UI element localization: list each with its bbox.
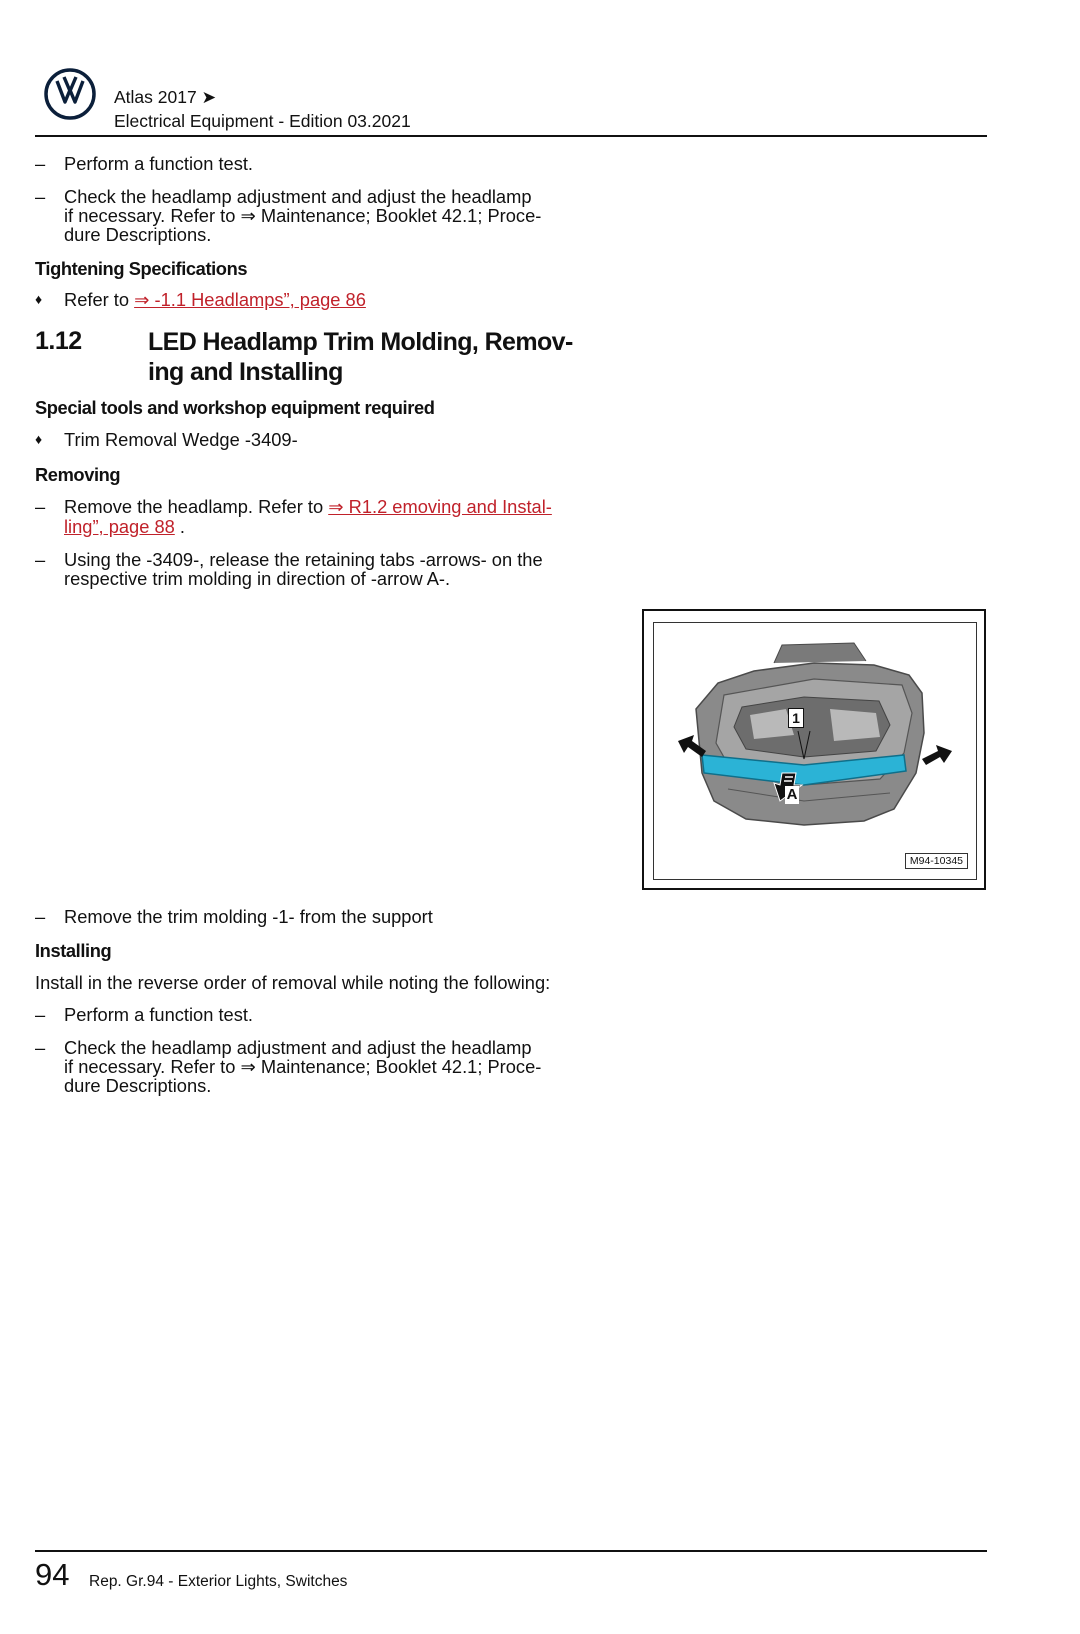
removing-step1-prefix: Remove the headlamp. Refer to bbox=[64, 496, 329, 517]
removing-step1 bbox=[64, 497, 604, 536]
installing-step2-line3: dure Descriptions. bbox=[64, 1075, 212, 1096]
tools-heading: Special tools and workshop equipment required bbox=[35, 397, 435, 418]
installing-step2-line2: if necessary. Refer to ⇒ Maintenance; Booklet 42.1; Proce- bbox=[64, 1056, 542, 1077]
link-headlamps[interactable]: ⇒ -1.1 Headlamps”, page 86 bbox=[134, 289, 366, 310]
dash-marker: – bbox=[35, 153, 46, 174]
tightening-heading: Tightening Specifications bbox=[35, 258, 248, 279]
removing-step3: Remove the trim molding -1- from the support bbox=[64, 906, 433, 927]
installing-heading: Installing bbox=[35, 940, 112, 961]
dash-marker: – bbox=[35, 1037, 46, 1058]
removing-step1-suffix: . bbox=[174, 515, 185, 537]
step-adjust-line3: dure Descriptions. bbox=[64, 224, 212, 245]
figure-code: M94-10345 bbox=[905, 853, 968, 869]
step-function-test: Perform a function test. bbox=[64, 153, 253, 174]
removing-step2-line2: respective trim molding in direction of -arrow A-. bbox=[64, 568, 451, 589]
dash-marker: – bbox=[35, 549, 46, 570]
callout-1: 1 bbox=[788, 708, 804, 728]
dash-marker: – bbox=[35, 906, 46, 927]
step-adjust-line1: Check the headlamp adjustment and adjust the headlamp bbox=[64, 186, 532, 207]
callout-a: A bbox=[786, 786, 798, 803]
figure-frame bbox=[642, 609, 986, 890]
section-number: 1.12 bbox=[35, 327, 82, 355]
installing-step2-line1: Check the headlamp adjustment and adjust the headlamp bbox=[64, 1037, 532, 1058]
vw-logo bbox=[44, 68, 96, 120]
header-divider bbox=[35, 135, 987, 137]
tightening-prefix: Refer to bbox=[64, 289, 135, 310]
footer-divider bbox=[35, 1550, 987, 1552]
removing-step2-line1: Using the -3409-, release the retaining tabs -arrows- on the bbox=[64, 549, 543, 570]
installing-intro: Install in the reverse order of removal while noting the following: bbox=[35, 972, 551, 993]
header-model: Atlas 2017 ➤ bbox=[114, 87, 217, 107]
right-arrow-icon bbox=[922, 745, 952, 765]
link-removing-installing-cont[interactable]: ling”, page 88 bbox=[64, 515, 175, 537]
page-number: 94 bbox=[35, 1557, 70, 1592]
link-removing-installing[interactable]: ⇒ R1.2 emoving and Instal- bbox=[328, 496, 552, 517]
header-edition: Electrical Equipment - Edition 03.2021 bbox=[114, 111, 411, 131]
dash-marker: – bbox=[35, 496, 46, 517]
section-title bbox=[148, 327, 618, 387]
step-adjust-line2: if necessary. Refer to ⇒ Maintenance; Booklet 42.1; Proce- bbox=[64, 205, 542, 226]
installing-step1: Perform a function test. bbox=[64, 1004, 253, 1025]
removing-heading: Removing bbox=[35, 464, 121, 485]
section-title-line2: ing and Installing bbox=[148, 358, 343, 386]
headlamp-illustration bbox=[654, 623, 976, 879]
tool-item: Trim Removal Wedge -3409- bbox=[64, 429, 298, 450]
dash-marker: – bbox=[35, 186, 46, 207]
dash-marker: – bbox=[35, 1004, 46, 1025]
diamond-bullet: ♦ bbox=[35, 291, 43, 307]
diamond-bullet: ♦ bbox=[35, 431, 43, 447]
footer-chapter: Rep. Gr.94 - Exterior Lights, Switches bbox=[89, 1573, 348, 1590]
figure-image bbox=[653, 622, 977, 880]
tightening-item bbox=[64, 290, 604, 310]
section-title-line1: LED Headlamp Trim Molding, Remov- bbox=[148, 328, 573, 356]
